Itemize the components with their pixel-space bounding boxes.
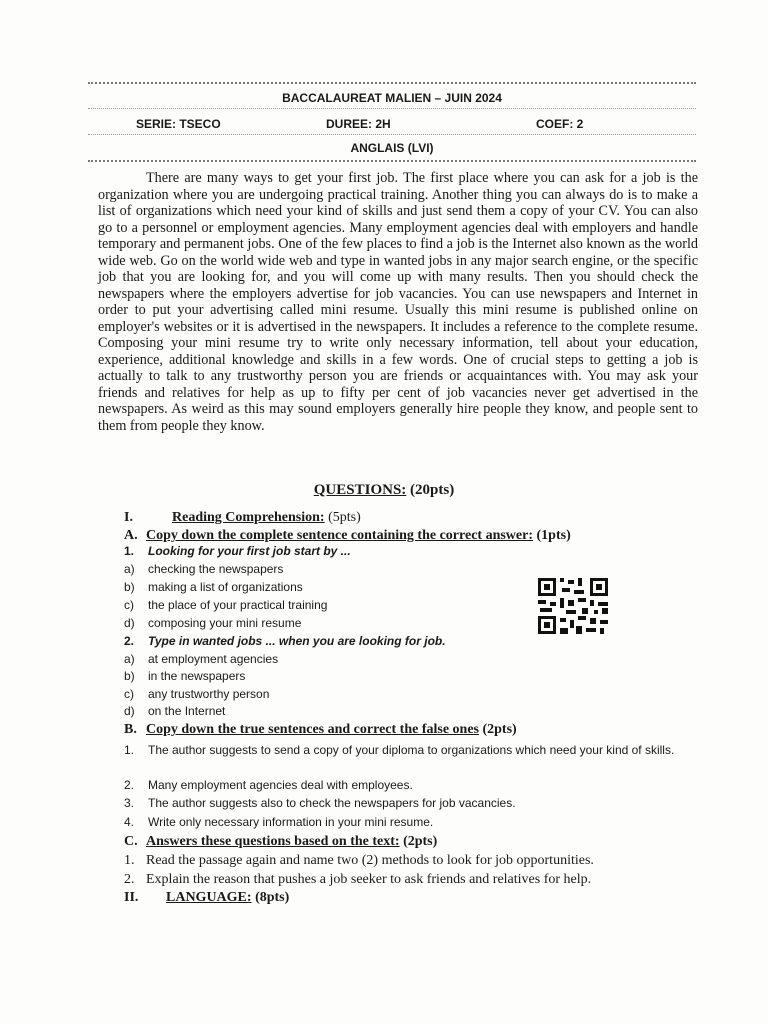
option-item — [124, 562, 283, 576]
question-number: 2. — [124, 634, 135, 648]
questions-points: (20pts) — [406, 482, 455, 498]
sentence-item — [124, 796, 684, 810]
option-text: making a list of organizations — [148, 580, 303, 594]
option-label: a) — [124, 652, 135, 666]
sentence-item — [124, 815, 684, 829]
exam-header — [88, 82, 696, 162]
question-text: Looking for your first job start by ... — [148, 544, 351, 558]
question-a1 — [124, 544, 351, 558]
part2-points: (8pts) — [251, 890, 290, 905]
option-text: the place of your practical training — [148, 598, 328, 612]
option-label: b) — [124, 580, 135, 594]
reading-passage: There are many ways to get your first job. The first place where you can ask for a job is the organization where you are undergoing practical training. Another thing you can always do is to make a list of organizations which need your kind of skills and just send them a copy of your CV. You can also go to a personnel or employment agencies. Many employment agencies deal with employers and handle temporary and permanent jobs. One of the few places to find a job is the Internet also known as the world wide web. Go on the world wide web and type in wanted jobs in any major search engine, or the specific job that you are looking for, and you will come up with many results. Then you should check the newspapers where the employers advertise for job vacancies. You can use newspapers and Internet in order to put your advertising called mini resume. Usually this mini resume is published online on employer's websites or it is advertised in the newspapers. It includes a reference to the complete resume. Composing your mini resume try to write only necessary information, tell about your education, experience, additional knowledge and skills in a few words. One of crucial steps to getting a job is actually to talk to any trustworthy person you are friends or acquaintances with. You may ask your friends and relatives for help as up to fifty per cent of job vacancies never get advertised in the newspapers. As weird as this may sound employers generally hire people they know, and people sent to them from people they know. — [98, 170, 698, 434]
option-item — [124, 616, 301, 630]
sentence-item — [124, 741, 684, 759]
question-text: Type in wanted jobs ... when you are looking for job. — [148, 634, 446, 648]
sentence-text: The author suggests to send a copy of your diploma to organizations which need your kind of skills. — [148, 743, 675, 757]
sectionA-title: Copy down the complete sentence containing the correct answer: — [146, 528, 534, 543]
option-item — [124, 669, 245, 683]
question-number: 2. — [124, 872, 135, 887]
question-item — [124, 872, 591, 888]
option-item — [124, 580, 303, 594]
exam-coefficient: COEF: 2 — [536, 117, 584, 131]
exam-title: BACCALAUREAT MALIEN – JUIN 2024 — [88, 88, 696, 109]
option-item — [124, 652, 278, 666]
option-label: a) — [124, 562, 135, 576]
option-label: b) — [124, 669, 135, 683]
part1-number: I. — [124, 510, 133, 525]
sentence-number: 2. — [124, 778, 135, 792]
sectionB-heading — [124, 722, 517, 738]
question-text: Read the passage again and name two (2) methods to look for job opportunities. — [146, 853, 594, 868]
option-item — [124, 598, 327, 612]
sectionB-letter: B. — [124, 722, 137, 737]
question-text: Explain the reason that pushes a job seeker to ask friends and relatives for help. — [146, 872, 592, 887]
option-item — [124, 687, 269, 701]
sentence-number: 3. — [124, 796, 135, 810]
option-item — [124, 704, 225, 718]
question-number: 1. — [124, 544, 135, 558]
sectionA-letter: A. — [124, 528, 138, 543]
sectionC-heading — [124, 834, 437, 850]
option-label: c) — [124, 598, 134, 612]
exam-serie: SERIE: TSECO — [136, 117, 221, 131]
option-label: c) — [124, 687, 134, 701]
sectionB-points: (2pts) — [478, 722, 517, 737]
option-text: composing your mini resume — [148, 616, 302, 630]
option-text: checking the newspapers — [148, 562, 284, 576]
sentence-number: 4. — [124, 815, 135, 829]
question-item — [124, 853, 594, 869]
question-number: 1. — [124, 853, 135, 868]
part2-number: II. — [124, 890, 139, 905]
sectionC-title: Answers these questions based on the text: — [146, 834, 400, 849]
part2-title: LANGUAGE: — [166, 890, 252, 905]
sectionA-heading — [124, 528, 571, 544]
option-text: on the Internet — [148, 704, 226, 718]
questions-heading — [0, 482, 768, 499]
exam-subject: ANGLAIS (LVI) — [350, 141, 434, 155]
option-text: any trustworthy person — [148, 687, 270, 701]
option-text: in the newspapers — [148, 669, 246, 683]
question-a2 — [124, 634, 446, 648]
option-label: d) — [124, 704, 135, 718]
sentence-text: Many employment agencies deal with employees. — [148, 778, 413, 792]
part1-title: Reading Comprehension: — [172, 510, 325, 525]
sentence-text: The author suggests also to check the newspapers for job vacancies. — [148, 796, 516, 810]
sentence-text: Write only necessary information in your mini resume. — [148, 815, 434, 829]
sectionB-title: Copy down the true sentences and correct the false ones — [146, 722, 479, 737]
sectionC-points: (2pts) — [399, 834, 438, 849]
sectionA-points: (1pts) — [533, 528, 571, 543]
part2-heading — [124, 890, 289, 906]
exam-info-row — [88, 114, 696, 135]
questions-title: QUESTIONS: — [313, 482, 407, 498]
exam-duration: DUREE: 2H — [326, 117, 391, 131]
qr-code-icon — [536, 576, 612, 638]
part1-points: (5pts) — [324, 510, 361, 525]
option-text: at employment agencies — [148, 652, 279, 666]
sectionC-letter: C. — [124, 834, 138, 849]
part1-heading — [124, 510, 361, 526]
sentence-item — [124, 778, 684, 792]
sentence-number: 1. — [124, 743, 135, 757]
option-label: d) — [124, 616, 135, 630]
